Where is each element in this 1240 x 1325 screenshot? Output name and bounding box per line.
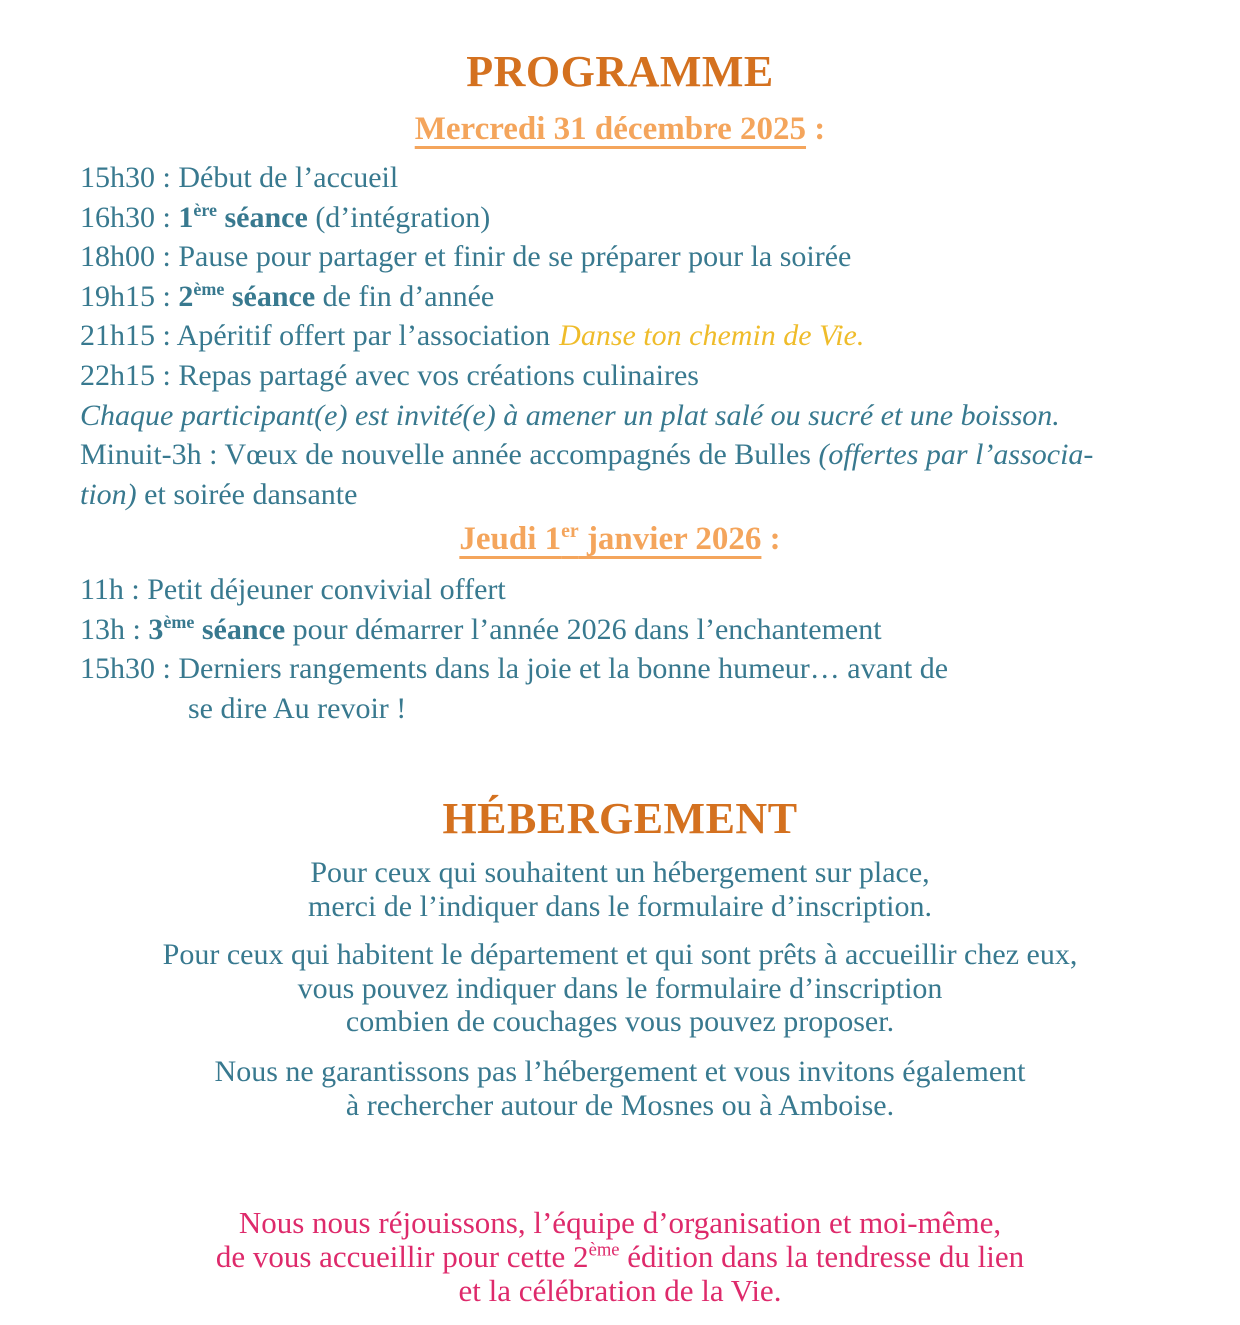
seance-word: séance bbox=[224, 279, 316, 313]
day1-date-heading bbox=[0, 108, 1240, 151]
day1-schedule bbox=[80, 158, 1225, 514]
schedule-item-13h bbox=[80, 610, 1225, 650]
association-name: Danse ton chemin de Vie. bbox=[559, 319, 865, 353]
seance-word: séance bbox=[217, 200, 308, 234]
item-time-text: Minuit-3h : Vœux de nouvelle année accompagnés de Bulles bbox=[80, 438, 819, 472]
item-detail-text: de fin d’année bbox=[315, 279, 495, 313]
participant-note: Chaque participant(e) est invité(e) à amener un plat salé ou sucré et une boisson. bbox=[80, 398, 1060, 432]
schedule-item-1530: 15h30 : Début de l’accueil bbox=[80, 161, 399, 194]
schedule-item-11h: 11h : Petit déjeuner convivial offert bbox=[80, 573, 506, 606]
para-line: Nous ne garantissons pas l’hébergement et vous invitons également bbox=[214, 1055, 1026, 1088]
schedule-item-2115 bbox=[80, 316, 1225, 356]
closing-line-2 bbox=[0, 1240, 1240, 1274]
day2-date-text bbox=[459, 521, 761, 557]
item-time-text: 21h15 : Apéritif offert par l’association bbox=[80, 319, 551, 353]
closing-line-1: Nous nous réjouissons, l’équipe d’organisation et moi-même, bbox=[238, 1205, 1002, 1240]
para-line: vous pouvez indiquer dans le formulaire d’inscription bbox=[297, 971, 943, 1005]
ordinal-superscript: er bbox=[561, 520, 579, 542]
hebergement-para-3 bbox=[0, 1055, 1240, 1122]
offered-note-italic-end: tion) bbox=[80, 477, 137, 511]
closing-line-3: et la célébration de la Vie. bbox=[458, 1273, 782, 1309]
day2-schedule bbox=[80, 570, 1225, 728]
schedule-item-1530-day2-wrap: se dire Au revoir ! bbox=[188, 691, 407, 725]
schedule-item-1630 bbox=[80, 198, 1225, 238]
para-line: à rechercher autour de Mosnes ou à Amboise. bbox=[345, 1088, 895, 1122]
schedule-item-1530-day2: 15h30 : Derniers rangements dans la joie et la bonne humeur… avant de bbox=[80, 652, 949, 686]
day2-date-pre: Jeudi 1 bbox=[459, 521, 562, 557]
ordinal-superscript: ème bbox=[588, 1239, 620, 1261]
day1-date-text: Mercredi 31 décembre 2025 bbox=[414, 111, 807, 147]
day1-date-colon: : bbox=[806, 111, 826, 147]
para-line: combien de couchages vous pouvez proposer. bbox=[345, 1005, 895, 1039]
offered-note-italic: (offertes par l’associa- bbox=[818, 438, 1094, 472]
closing-line2-pre: de vous accueillir pour cette 2 bbox=[215, 1239, 589, 1275]
hebergement-para-2 bbox=[0, 938, 1240, 1039]
item-detail-text: pour démarrer l’année 2026 dans l’enchantement bbox=[285, 612, 882, 646]
hebergement-para-1 bbox=[0, 856, 1240, 923]
seance-number: 2 bbox=[178, 279, 194, 313]
closing-note bbox=[0, 1206, 1240, 1308]
program-title: PROGRAMME bbox=[466, 47, 774, 96]
ordinal-superscript: ème bbox=[163, 611, 195, 632]
seance-number: 1 bbox=[178, 200, 194, 234]
day2-date-colon: : bbox=[761, 521, 781, 557]
para-line: Pour ceux qui habitent le département et qui sont prêts à accueillir chez eux, bbox=[162, 938, 1078, 971]
item-detail-text: et soirée dansante bbox=[136, 477, 358, 511]
para-line: merci de l’indiquer dans le formulaire d’inscription. bbox=[308, 889, 932, 923]
item-detail-text: (d’intégration) bbox=[307, 200, 491, 234]
ordinal-superscript: ème bbox=[193, 278, 225, 299]
closing-line2-post: édition dans la tendresse du lien bbox=[619, 1239, 1025, 1275]
item-time-text: 16h30 : bbox=[80, 200, 179, 234]
seance-number: 3 bbox=[148, 612, 164, 646]
seance-word: séance bbox=[194, 612, 286, 646]
item-time-text: 13h : bbox=[80, 612, 149, 646]
schedule-item-1915 bbox=[80, 277, 1225, 317]
day2-date-heading bbox=[0, 518, 1240, 561]
para-line: Pour ceux qui souhaitent un hébergement sur place, bbox=[310, 856, 930, 889]
schedule-item-1800: 18h00 : Pause pour partager et finir de se préparer pour la soirée bbox=[80, 240, 852, 274]
item-time-text: 19h15 : bbox=[80, 279, 179, 313]
hebergement-title: HÉBERGEMENT bbox=[442, 794, 798, 843]
schedule-item-2215: 22h15 : Repas partagé avec vos créations culinaires bbox=[80, 358, 699, 392]
schedule-item-minuit bbox=[80, 435, 1225, 475]
ordinal-superscript: ère bbox=[193, 199, 217, 220]
schedule-item-minuit-wrap bbox=[80, 475, 1225, 515]
day2-date-rest: janvier 2026 bbox=[578, 521, 762, 557]
